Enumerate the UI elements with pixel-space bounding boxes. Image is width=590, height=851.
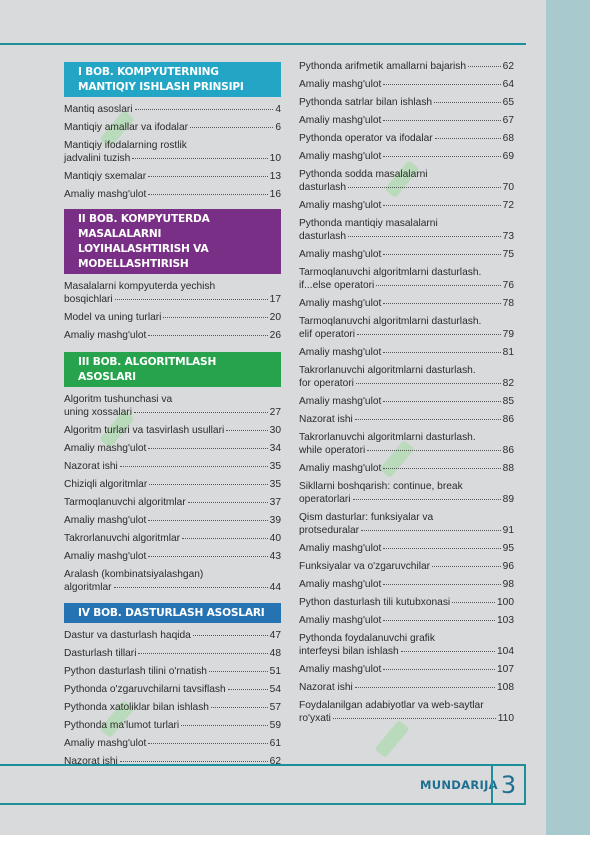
toc-entry-title: Mantiqiy sxemalar xyxy=(64,171,147,182)
toc-entry-page: 69 xyxy=(502,151,514,162)
toc-entry-page: 39 xyxy=(269,515,281,526)
toc-entry-title: Amaliy mashg'ulot xyxy=(299,463,382,474)
dot-leader xyxy=(348,187,501,188)
toc-entry-title-line: Masalalarni kompyuterda yechish xyxy=(64,281,216,292)
toc-entry-page: 54 xyxy=(269,684,281,695)
toc-entry-page: 108 xyxy=(497,682,514,693)
toc-entry-title: Model va uning turlari xyxy=(64,312,162,323)
toc-entry-page: 70 xyxy=(502,182,514,193)
dot-leader xyxy=(367,450,500,451)
dot-leader xyxy=(383,156,500,157)
toc-entry xyxy=(299,150,514,163)
toc-entry-title: Amaliy mashg'ulot xyxy=(299,200,382,211)
toc-entry xyxy=(64,121,281,134)
toc-entry xyxy=(64,424,281,437)
toc-entry-title: Amaliy mashg'ulot xyxy=(299,664,382,675)
toc-entry-page: 100 xyxy=(497,597,514,608)
toc-entry xyxy=(64,329,281,342)
toc-entry xyxy=(299,364,514,390)
toc-entry xyxy=(299,578,514,591)
toc-right-column xyxy=(299,60,514,730)
toc-entry-page: 67 xyxy=(502,115,514,126)
chapter-heading-1: I BOB. KOMPYUTERNING MANTIQIY ISHLASH PRINSIPI xyxy=(64,62,281,97)
toc-entry-title: Nazorat ishi xyxy=(64,756,118,767)
toc-entry-page: 75 xyxy=(502,249,514,260)
toc-entry-page: 10 xyxy=(269,153,281,164)
toc-entry xyxy=(299,462,514,475)
toc-entry-page: 81 xyxy=(502,347,514,358)
toc-entry xyxy=(64,665,281,678)
dot-leader xyxy=(383,254,500,255)
toc-entry-page: 26 xyxy=(269,330,281,341)
chapter-heading-4: IV BOB. DASTURLASH ASOSLARI xyxy=(64,603,281,623)
toc-entry-title: Amaliy mashg'ulot xyxy=(64,515,147,526)
toc-entry xyxy=(299,699,514,725)
dot-leader xyxy=(432,566,501,567)
toc-entry xyxy=(64,496,281,509)
footer-section-label: MUNDARIJA xyxy=(420,778,498,792)
toc-entry-title-line: Qism dasturlar: funksiyalar va xyxy=(299,512,434,523)
toc-entry-title: Amaliy mashg'ulot xyxy=(64,738,147,749)
toc-entry xyxy=(64,719,281,732)
toc-entry-title: Amaliy mashg'ulot xyxy=(299,347,382,358)
toc-entry xyxy=(299,511,514,537)
toc-entry xyxy=(64,188,281,201)
toc-entry xyxy=(299,596,514,609)
toc-entry xyxy=(64,737,281,750)
dot-leader xyxy=(434,102,501,103)
dot-leader xyxy=(383,620,495,621)
dot-leader xyxy=(383,584,500,585)
toc-entry xyxy=(299,681,514,694)
toc-entry xyxy=(299,315,514,341)
toc-entry xyxy=(299,96,514,109)
dot-leader xyxy=(181,725,267,726)
toc-entry-title: Mantiqiy amallar va ifodalar xyxy=(64,122,189,133)
dot-leader xyxy=(383,352,500,353)
toc-entry-page: 82 xyxy=(502,378,514,389)
toc-entry xyxy=(299,632,514,658)
toc-entry-page: 95 xyxy=(502,543,514,554)
dot-leader xyxy=(228,689,268,690)
toc-entry-title-line: Foydalanilgan adabiyotlar va web-saytlar xyxy=(299,700,484,711)
toc-entry xyxy=(64,647,281,660)
toc-entry-title: Algoritm turlari va tasvirlash usullari xyxy=(64,425,225,436)
toc-entry xyxy=(299,614,514,627)
toc-entry-title: Pythonda ma'lumot turlari xyxy=(64,720,180,731)
toc-entry xyxy=(64,683,281,696)
toc-entry-title: Mantiq asoslari xyxy=(64,104,133,115)
toc-entry-title-line: Takrorlanuvchi algoritmlarni dasturlash. xyxy=(299,365,476,376)
toc-left-column xyxy=(64,58,281,773)
toc-entry-page: 16 xyxy=(269,189,281,200)
toc-entry-title: Takrorlanuvchi algoritmlar xyxy=(64,533,181,544)
toc-entry-title: Chiziqli algoritmlar xyxy=(64,479,148,490)
toc-entry-page: 98 xyxy=(502,579,514,590)
toc-entry-page: 85 xyxy=(502,396,514,407)
dot-leader xyxy=(148,448,267,449)
toc-entry-page: 78 xyxy=(502,298,514,309)
toc-entry-page: 88 xyxy=(502,463,514,474)
dot-leader xyxy=(383,401,500,402)
toc-entry-page: 48 xyxy=(269,648,281,659)
toc-entry-page: 73 xyxy=(502,231,514,242)
dot-leader xyxy=(193,635,268,636)
toc-entry xyxy=(299,542,514,555)
dot-leader xyxy=(452,602,495,603)
dot-leader xyxy=(355,687,495,688)
toc-entry-page: 57 xyxy=(269,702,281,713)
toc-entry-title: Amaliy mashg'ulot xyxy=(299,543,382,554)
dot-leader xyxy=(148,194,267,195)
toc-entry xyxy=(299,248,514,261)
dot-leader xyxy=(148,556,267,557)
toc-entry-page: 43 xyxy=(269,551,281,562)
toc-entry-page: 20 xyxy=(269,312,281,323)
toc-entry-title: algoritmlar xyxy=(64,582,112,593)
toc-entry-page: 62 xyxy=(269,756,281,767)
toc-entry-page: 96 xyxy=(502,561,514,572)
toc-entry-title: Tarmoqlanuvchi algoritmlar xyxy=(64,497,186,508)
dot-leader xyxy=(148,743,267,744)
toc-entry-page: 13 xyxy=(269,171,281,182)
toc-entry-title: Amaliy mashg'ulot xyxy=(64,330,147,341)
toc-entry-title: Amaliy mashg'ulot xyxy=(299,115,382,126)
toc-entry xyxy=(299,132,514,145)
toc-entry-title: Nazorat ishi xyxy=(64,461,118,472)
toc-entry xyxy=(299,114,514,127)
top-rule xyxy=(0,43,526,45)
dot-leader xyxy=(132,158,267,159)
dot-leader xyxy=(114,587,268,588)
side-band xyxy=(546,0,590,851)
dot-leader xyxy=(353,499,501,500)
toc-entry xyxy=(299,297,514,310)
toc-entry-page: 76 xyxy=(502,280,514,291)
toc-entry-title: if...else operatori xyxy=(299,280,375,291)
toc-entry-page: 6 xyxy=(275,122,281,133)
toc-entry-title: Amaliy mashg'ulot xyxy=(299,579,382,590)
toc-entry xyxy=(64,701,281,714)
toc-entry xyxy=(64,514,281,527)
toc-entry xyxy=(299,663,514,676)
toc-entry xyxy=(64,393,281,419)
toc-entry-title: Pythonda satrlar bilan ishlash xyxy=(299,97,433,108)
toc-entry-title: jadvalini tuzish xyxy=(64,153,131,164)
toc-entry xyxy=(299,78,514,91)
dot-leader xyxy=(209,671,268,672)
toc-entry-page: 40 xyxy=(269,533,281,544)
toc-entry-title-line: Sikllarni boshqarish: continue, break xyxy=(299,481,463,492)
toc-entry xyxy=(299,560,514,573)
bottom-margin xyxy=(0,835,590,851)
toc-entry-title: Dasturlash tillari xyxy=(64,648,137,659)
toc-entry xyxy=(64,103,281,116)
chapter-2-entries xyxy=(64,280,281,342)
toc-entry-title: Amaliy mashg'ulot xyxy=(64,443,147,454)
dot-leader xyxy=(383,84,500,85)
toc-entry-title-line: Pythonda sodda masalalarni xyxy=(299,169,428,180)
chapter-3-entries xyxy=(64,393,281,594)
toc-entry-page: 103 xyxy=(497,615,514,626)
dot-leader xyxy=(148,520,267,521)
dot-leader xyxy=(383,548,500,549)
toc-entry-page: 86 xyxy=(502,445,514,456)
toc-entry-page: 59 xyxy=(269,720,281,731)
toc-entry-title: Amaliy mashg'ulot xyxy=(299,615,382,626)
dot-leader xyxy=(357,334,501,335)
toc-entry-page: 107 xyxy=(497,664,514,675)
dot-leader xyxy=(226,430,267,431)
toc-entry xyxy=(299,217,514,243)
chapter-heading-3: III BOB. ALGORITMLASH ASOSLARI xyxy=(64,352,281,387)
toc-entry-title-line: Takrorlanuvchi algoritmlarni dasturlash. xyxy=(299,432,476,443)
toc-entry-page: 91 xyxy=(502,525,514,536)
toc-entry-title: Amaliy mashg'ulot xyxy=(299,298,382,309)
chapter-4-entries xyxy=(64,629,281,768)
dot-leader xyxy=(138,653,267,654)
dot-leader xyxy=(134,412,268,413)
toc-entry-page: 44 xyxy=(269,582,281,593)
toc-entry-page: 86 xyxy=(502,414,514,425)
toc-entry-page: 62 xyxy=(502,61,514,72)
toc-entry xyxy=(299,168,514,194)
toc-entry-title: protseduralar xyxy=(299,525,360,536)
toc-entry-title: elif operatori xyxy=(299,329,356,340)
toc-entry-page: 61 xyxy=(269,738,281,749)
toc-entry-title: Python dasturlash tili kutubxonasi xyxy=(299,597,451,608)
toc-entry-title: Nazorat ishi xyxy=(299,414,353,425)
toc-entry-title: for operatori xyxy=(299,378,354,389)
dot-leader xyxy=(149,484,267,485)
toc-entry xyxy=(64,442,281,455)
dot-leader xyxy=(401,651,495,652)
toc-entry xyxy=(299,413,514,426)
dot-leader xyxy=(135,109,274,110)
toc-entry-title: bosqichlari xyxy=(64,294,113,305)
toc-entry-title-line: Algoritm tushunchasi va xyxy=(64,394,173,405)
toc-entry-page: 68 xyxy=(502,133,514,144)
toc-entry-page: 27 xyxy=(269,407,281,418)
toc-entry xyxy=(64,532,281,545)
dot-leader xyxy=(383,205,500,206)
dot-leader xyxy=(383,120,500,121)
toc-entry xyxy=(299,60,514,73)
toc-entry-title: Amaliy mashg'ulot xyxy=(299,249,382,260)
toc-entry-title: while operatori xyxy=(299,445,366,456)
dot-leader xyxy=(163,317,267,318)
toc-entry xyxy=(64,550,281,563)
dot-leader xyxy=(383,303,500,304)
dot-leader xyxy=(182,538,268,539)
toc-entry xyxy=(64,568,281,594)
toc-entry-title: uning xossalari xyxy=(64,407,132,418)
dot-leader xyxy=(115,299,268,300)
toc-entry-title: Amaliy mashg'ulot xyxy=(299,79,382,90)
dot-leader xyxy=(435,138,501,139)
toc-entry xyxy=(64,139,281,165)
toc-entry xyxy=(299,431,514,457)
toc-entry-title: Python dasturlash tilini o'rnatish xyxy=(64,666,207,677)
toc-entry xyxy=(299,480,514,506)
dot-leader xyxy=(383,468,500,469)
toc-entry-title: Pythonda xatoliklar bilan ishlash xyxy=(64,702,209,713)
dot-leader xyxy=(333,718,496,719)
toc-entry-title: ro'yxati xyxy=(299,713,331,724)
chapter-1-entries xyxy=(64,103,281,201)
toc-entry-title-line: Mantiqiy ifodalarning rostlik xyxy=(64,140,187,151)
toc-entry-title: Pythonda o'zgaruvchilarni tavsiflash xyxy=(64,684,226,695)
dot-leader xyxy=(148,176,268,177)
toc-entry-title-line: Aralash (kombinatsiyalashgan) xyxy=(64,569,204,580)
dot-leader xyxy=(376,285,500,286)
toc-entry-page: 47 xyxy=(269,630,281,641)
toc-entry xyxy=(64,460,281,473)
toc-entry-title-line: Pythonda foydalanuvchi grafik xyxy=(299,633,435,644)
toc-entry xyxy=(64,280,281,306)
toc-entry-title: Amaliy mashg'ulot xyxy=(299,396,382,407)
toc-entry xyxy=(64,311,281,324)
toc-entry-title: Amaliy mashg'ulot xyxy=(64,189,147,200)
toc-entry-page: 110 xyxy=(497,713,514,724)
toc-entry-title: interfeysi bilan ishlash xyxy=(299,646,399,657)
dot-leader xyxy=(355,419,501,420)
toc-entry-title-line: Tarmoqlanuvchi algoritmlarni dasturlash. xyxy=(299,316,482,327)
dot-leader xyxy=(468,66,501,67)
toc-entry-title: Pythonda operator va ifodalar xyxy=(299,133,433,144)
toc-entry-title-line: Tarmoqlanuvchi algoritmlarni dasturlash. xyxy=(299,267,482,278)
toc-entry xyxy=(299,199,514,212)
toc-entry xyxy=(64,170,281,183)
toc-entry-page: 64 xyxy=(502,79,514,90)
toc-entry-page: 65 xyxy=(502,97,514,108)
dot-leader xyxy=(383,669,495,670)
right-column-entries xyxy=(299,60,514,725)
toc-entry xyxy=(64,629,281,642)
dot-leader xyxy=(148,335,267,336)
toc-entry-title: Funksiyalar va o'zgaruvchilar xyxy=(299,561,431,572)
toc-entry-title: Dastur va dasturlash haqida xyxy=(64,630,191,641)
dot-leader xyxy=(348,236,501,237)
dot-leader xyxy=(190,127,273,128)
toc-entry-page: 104 xyxy=(497,646,514,657)
chapter-heading-2: II BOB. KOMPYUTERDA MASALALARNI LOYIHALASHTIRISH VA MODELLASHTIRISH xyxy=(64,209,281,274)
toc-entry-page: 17 xyxy=(269,294,281,305)
toc-entry xyxy=(299,346,514,359)
toc-entry-title: Amaliy mashg'ulot xyxy=(299,151,382,162)
dot-leader xyxy=(361,530,501,531)
dot-leader xyxy=(188,502,268,503)
dot-leader xyxy=(356,383,501,384)
toc-entry-title: operatorlari xyxy=(299,494,351,505)
toc-entry-title: dasturlash xyxy=(299,231,347,242)
dot-leader xyxy=(120,761,268,762)
toc-entry-page: 72 xyxy=(502,200,514,211)
toc-entry-title: dasturlash xyxy=(299,182,347,193)
toc-entry xyxy=(299,395,514,408)
dot-leader xyxy=(120,466,268,467)
page-number: 3 xyxy=(491,766,524,803)
toc-entry-page: 51 xyxy=(269,666,281,677)
toc-entry xyxy=(299,266,514,292)
toc-entry-page: 30 xyxy=(269,425,281,436)
toc-entry-page: 4 xyxy=(275,104,281,115)
toc-entry-page: 35 xyxy=(269,479,281,490)
toc-entry-page: 79 xyxy=(502,329,514,340)
toc-entry-page: 35 xyxy=(269,461,281,472)
toc-entry xyxy=(64,478,281,491)
toc-entry-page: 89 xyxy=(502,494,514,505)
toc-entry-title: Nazorat ishi xyxy=(299,682,353,693)
toc-entry-title-line: Pythonda mantiqiy masalalarni xyxy=(299,218,438,229)
toc-entry-page: 34 xyxy=(269,443,281,454)
toc-entry-title: Amaliy mashg'ulot xyxy=(64,551,147,562)
dot-leader xyxy=(211,707,268,708)
toc-entry-title: Pythonda arifmetik amallarni bajarish xyxy=(299,61,467,72)
toc-entry-page: 37 xyxy=(269,497,281,508)
